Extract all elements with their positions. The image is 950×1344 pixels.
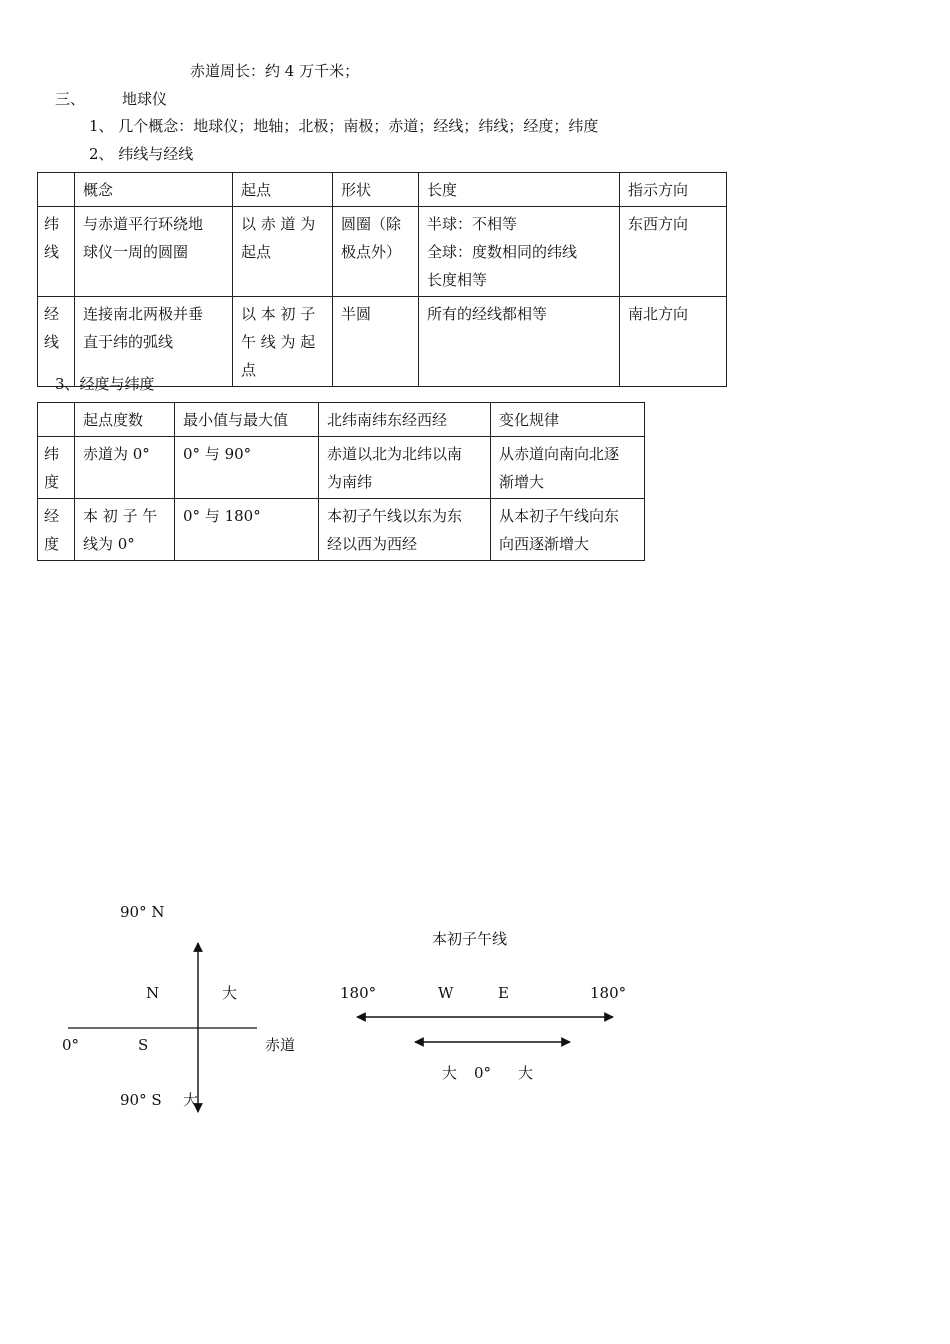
cell-line: 赤道为 0° xyxy=(83,445,150,463)
cell-line: 为南纬 xyxy=(327,473,373,491)
header-cell: 最小值与最大值 xyxy=(175,403,319,437)
cell-line: 球仪一周的圆圈 xyxy=(83,243,189,261)
east-180-label: 180° xyxy=(590,984,627,1002)
west-label: W xyxy=(438,984,454,1002)
concepts-item: 1、 几个概念：地球仪；地轴；北极；南极；赤道；经线；纬线；经度；纬度 xyxy=(89,117,599,135)
cell-line: 渐增大 xyxy=(499,473,545,491)
row-head-char: 纬 xyxy=(44,215,60,233)
south-label: S xyxy=(138,1036,149,1054)
cell-line: 起点 xyxy=(241,243,272,261)
cell-line: 向西逐渐增大 xyxy=(499,535,590,553)
row-head-char: 度 xyxy=(44,473,60,491)
cell-line: 从赤道向南向北逐 xyxy=(499,445,620,463)
equator-circumference: 赤道周长：约 4 万千米； xyxy=(190,62,360,80)
cell-line: 赤道以北为北纬以南 xyxy=(327,445,463,463)
row-head-char: 度 xyxy=(44,535,60,553)
north-pole-label: 90° N xyxy=(120,903,165,921)
cell-line: 极点外） xyxy=(341,243,402,261)
header-cell: 起点 xyxy=(233,173,333,207)
east-label: E xyxy=(498,984,509,1002)
header-cell: 指示方向 xyxy=(620,173,727,207)
cell-line: 从本初子午线向东 xyxy=(499,507,620,525)
row-head-char: 经 xyxy=(44,507,60,525)
row-head-char: 纬 xyxy=(44,445,60,463)
cell-line: 线为 0° xyxy=(83,535,135,553)
cell-line: 点 xyxy=(241,361,257,379)
cell-line: 以 赤 道 为 xyxy=(241,215,316,233)
zero-latitude-label: 0° xyxy=(62,1036,80,1054)
prime-meridian-title: 本初子午线 xyxy=(432,930,508,948)
degrees-heading: 3、经度与纬度 xyxy=(55,375,155,393)
cell-line: 圆圈（除 xyxy=(341,215,402,233)
cell-line: 本 初 子 午 xyxy=(83,507,158,525)
header-cell: 变化规律 xyxy=(491,403,645,437)
row-head-char: 经 xyxy=(44,305,60,323)
increase-label: 大 xyxy=(442,1064,458,1082)
direction-cell: 南北方向 xyxy=(620,297,727,387)
cell-line: 全球：度数相同的纬线 xyxy=(427,243,578,261)
section-title: 地球仪 xyxy=(122,90,168,108)
cell-line: 本初子午线以东为东 xyxy=(327,507,463,525)
range-cell: 0° 与 90° xyxy=(175,437,319,499)
west-180-label: 180° xyxy=(340,984,377,1002)
cell-line: 半球：不相等 xyxy=(427,215,518,233)
cell-line: 长度相等 xyxy=(427,271,488,289)
header-cell: 北纬南纬东经西经 xyxy=(319,403,491,437)
cell-line: 连接南北两极并垂 xyxy=(83,305,204,323)
cell-line: 所有的经线都相等 xyxy=(427,305,548,323)
equator-label: 赤道 xyxy=(265,1036,296,1054)
header-cell: 概念 xyxy=(75,173,233,207)
cell-line: 与赤道平行环绕地 xyxy=(83,215,204,233)
cell-line: 午 线 为 起 xyxy=(241,333,316,351)
cell-line: 经以西为西经 xyxy=(327,535,418,553)
header-cell: 形状 xyxy=(333,173,419,207)
increase-label: 大 xyxy=(518,1064,534,1082)
lat-lon-lines-heading: 2、 纬线与经线 xyxy=(89,145,194,163)
zero-longitude-label: 0° xyxy=(474,1064,492,1082)
cell-line: 半圆 xyxy=(341,305,372,323)
row-head-char: 线 xyxy=(44,243,60,261)
header-cell: 起点度数 xyxy=(75,403,175,437)
section-number: 三、 xyxy=(55,90,86,108)
row-head-char: 线 xyxy=(44,333,60,351)
increase-label: 大 xyxy=(183,1091,199,1109)
increase-label: 大 xyxy=(222,984,238,1002)
range-cell: 0° 与 180° xyxy=(175,499,319,561)
cell-line: 以 本 初 子 xyxy=(241,305,316,323)
south-pole-label: 90° S xyxy=(120,1091,162,1109)
north-label: N xyxy=(146,984,160,1002)
header-cell: 长度 xyxy=(419,173,620,207)
direction-cell: 东西方向 xyxy=(620,207,727,297)
cell-line: 直于纬的弧线 xyxy=(83,333,174,351)
